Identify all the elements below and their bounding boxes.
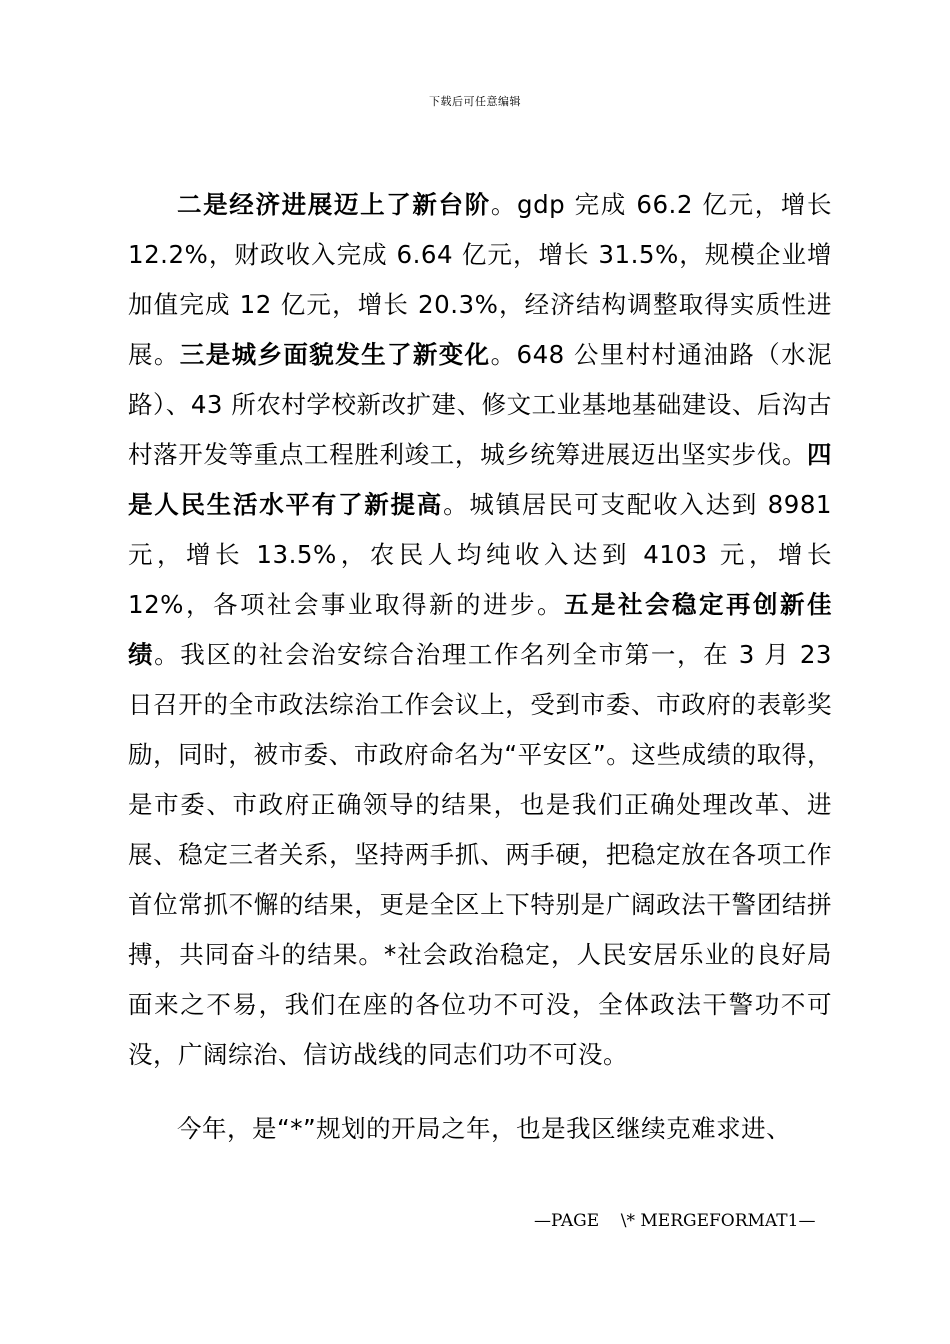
text-living-standard: 。城镇居民可支配收入达到 8981 元，增长 13.5%，农民人均纯收入达到 4103 元，增长 12%，各项社会事业取得新的进步。 — [128, 490, 833, 619]
paragraph-this-year: 今年，是“*”规划的开局之年，也是我区继续克难求进、 — [177, 1114, 792, 1143]
text-social-stability: 。我区的社会治安综合治理工作名列全市第一，在 3 月 23 日召开的全市政法综治工作会议上，受到市委、市政府的表彰奖励，同时，被市委、市政府命名为“平安区”。这些成绩的取得，是市委、市政府正确领导的结果，也是我们正确处理改革、进展、稳定三者关系，坚持两手抓、两手硬，把稳定放在各项工作首位常抓不懈的结果，更是全区上下特别是广阔政法干警团结拼搏，共同奋斗的结果。*社会政治稳定，人民安居乐业的良好局面来之不易，我们在座的各位功不可没，全体政法干警功不可没，广阔综治、信访战线的同志们功不可没。 — [128, 640, 833, 1069]
heading-urban-rural: 三是城乡面貌发生了新变化 — [179, 340, 491, 369]
heading-social-stability: 五是社会稳定再创新佳绩 — [128, 590, 832, 669]
text-urban-rural: 。648 公里村村通油路（水泥路）、43 所农村学校新改扩建、修文工业基地基础建设、后沟古村落开发等重点工程胜利竣工，城乡统筹进展迈出坚实步伐。 — [128, 340, 833, 469]
heading-living-standard: 四是人民生活水平有了新提高 — [128, 440, 832, 519]
document-body — [128, 180, 832, 1154]
page-header: 下载后可任意编辑 — [429, 95, 521, 108]
heading-economy: 二是经济进展迈上了新台阶 — [177, 190, 491, 219]
paragraph-achievements — [128, 180, 832, 1080]
page-footer: —PAGE \* MERGEFORMAT1— — [534, 1211, 816, 1231]
text-economy: 。gdp 完成 66.2 亿元，增长 12.2%，财政收入完成 6.64 亿元，增长 31.5%，规模企业增加值完成 12 亿元，增长 20.3%，经济结构调整取得实质性进展。 — [128, 190, 832, 369]
